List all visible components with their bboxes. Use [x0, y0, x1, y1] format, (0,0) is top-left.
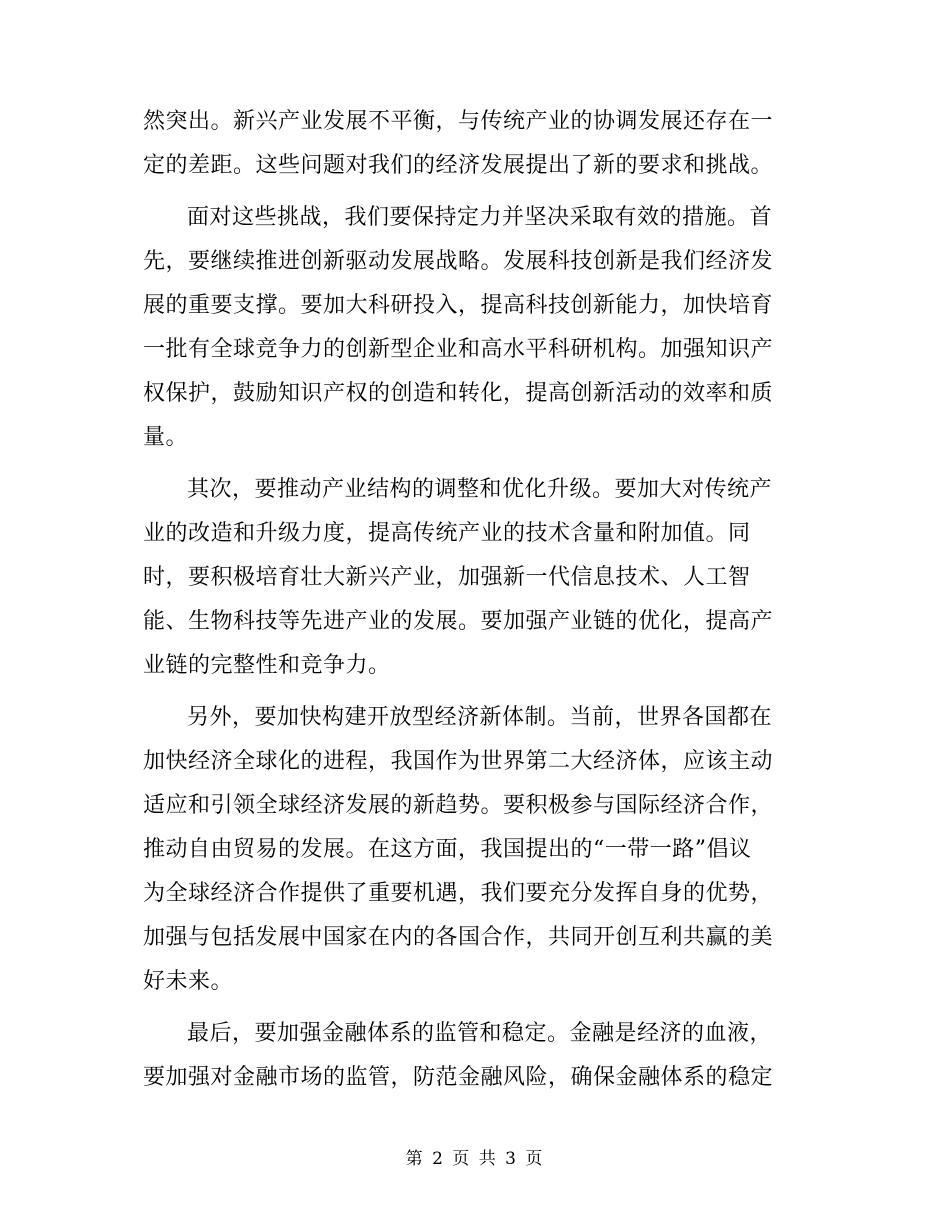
- text-line: 为全球经济合作提供了重要机遇，我们要充分发挥自身的优势，: [143, 881, 774, 906]
- text-line: 展的重要支撑。要加大科研投入，提高科技创新能力，加快培育: [143, 293, 774, 318]
- text-line: 面对这些挑战，我们要保持定力并坚决采取有效的措施。首: [187, 205, 773, 230]
- text-line: 其次，要推动产业结构的调整和优化升级。要加大对传统产: [187, 477, 773, 502]
- text-line: 然突出。新兴产业发展不平衡，与传统产业的协调发展还存在一: [143, 109, 774, 134]
- text-line: 加强与包括发展中国家在内的各国合作，共同开创互利共赢的美: [143, 925, 774, 950]
- text-line: 权保护，鼓励知识产权的创造和转化，提高创新活动的效率和质: [143, 381, 774, 406]
- paragraph-continued: [143, 100, 803, 188]
- text-line: 要加强对金融市场的监管，防范金融风险，确保金融体系的稳定: [143, 1065, 774, 1090]
- text-line: 一批有全球竞争力的创新型企业和高水平科研机构。加强知识产: [143, 337, 774, 362]
- page-number-footer: 第 2 页 共 3 页: [405, 1149, 545, 1169]
- text-line: 先，要继续推进创新驱动发展战略。发展科技创新是我们经济发: [143, 249, 774, 274]
- text-line: 最后，要加强金融体系的监管和稳定。金融是经济的血液，: [187, 1021, 773, 1046]
- text-line: 业的改造和升级力度，提高传统产业的技术含量和附加值。同: [143, 521, 751, 546]
- text-line: 定的差距。这些问题对我们的经济发展提出了新的要求和挑战。: [143, 153, 774, 178]
- text-line: 加快经济全球化的进程，我国作为世界第二大经济体，应该主动: [143, 749, 774, 774]
- text-line: 另外，要加快构建开放型经济新体制。当前，世界各国都在: [187, 705, 773, 730]
- paragraph-finance: [143, 1012, 803, 1100]
- paragraph-challenges: [143, 196, 803, 460]
- text-line: 好未来。: [143, 969, 234, 994]
- text-line: 业链的完整性和竞争力。: [143, 653, 391, 678]
- document-body: [143, 100, 803, 1100]
- text-line: 量。: [143, 425, 189, 450]
- text-line: 适应和引领全球经济发展的新趋势。要积极参与国际经济合作，: [143, 793, 774, 818]
- paragraph-opening: [143, 696, 803, 1004]
- text-line: 时，要积极培育壮大新兴产业，加强新一代信息技术、人工智: [143, 565, 751, 590]
- text-line: 推动自由贸易的发展。在这方面，我国提出的“一带一路”倡议: [143, 837, 752, 862]
- text-line: 能、生物科技等先进产业的发展。要加强产业链的优化，提高产: [143, 609, 774, 634]
- paragraph-industry: [143, 468, 803, 688]
